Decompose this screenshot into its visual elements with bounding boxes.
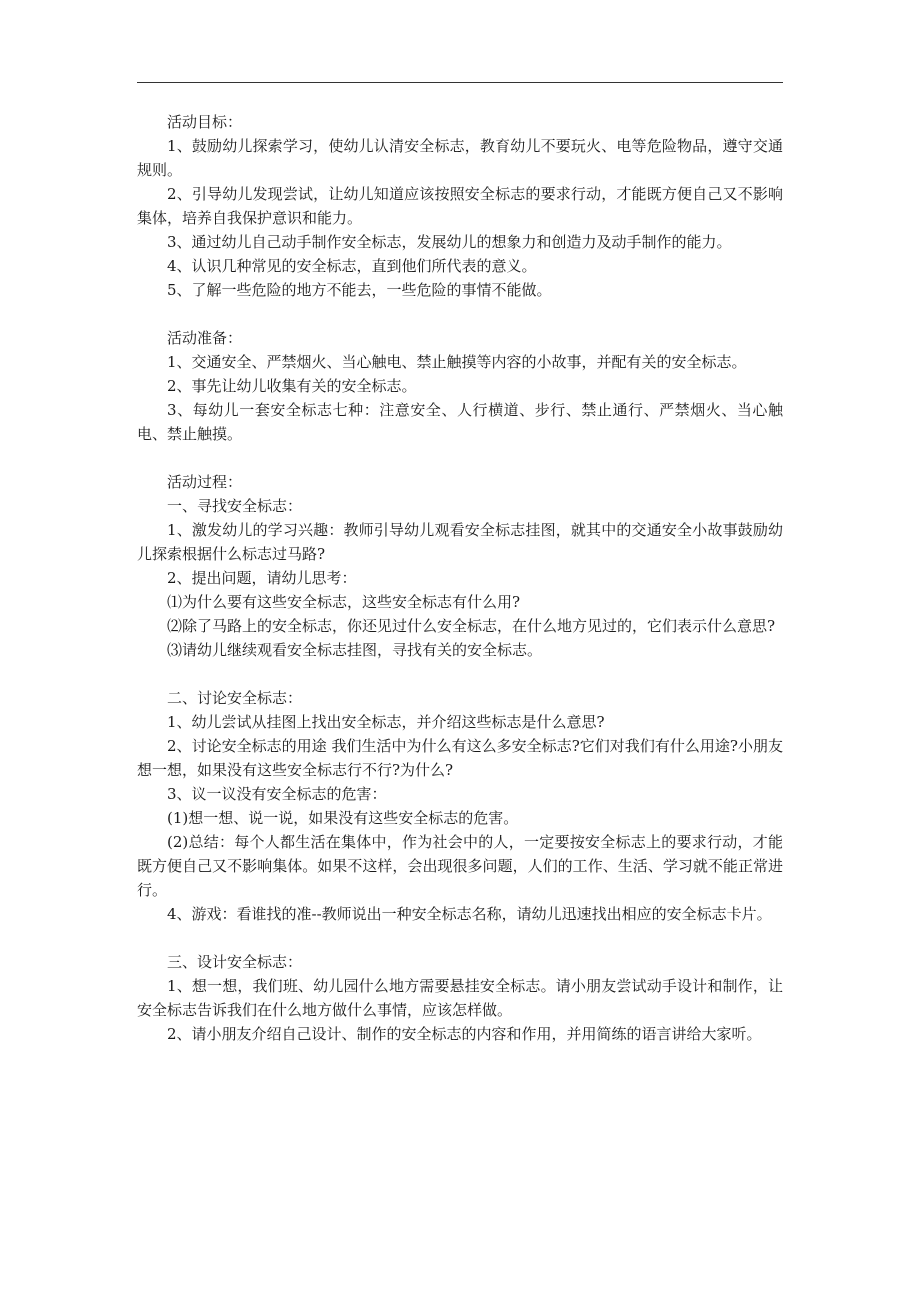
- paragraph: 2、提出问题，请幼儿思考：: [167, 569, 357, 587]
- paragraph: ⑶请幼儿继续观看安全标志挂图，寻找有关的安全标志。: [167, 641, 543, 659]
- paragraph: 3、每幼儿一套安全标志七种：注意安全、人行横道、步行、禁止通行、严禁烟火、当心触电、禁止触摸。: [137, 401, 783, 443]
- paragraph: 3、通过幼儿自己动手制作安全标志，发展幼儿的想象力和创造力及动手制作的能力。: [167, 233, 732, 251]
- section-heading: 二、讨论安全标志：: [167, 689, 303, 707]
- section-heading: 三、设计安全标志：: [167, 953, 303, 971]
- paragraph: 2、引导幼儿发现尝试，让幼儿知道应该按照安全标志的要求行动，才能既方便自己又不影响集体，培养自我保护意识和能力。: [137, 185, 783, 227]
- section-heading: 活动目标：: [167, 113, 243, 131]
- paragraph: 2、请小朋友介绍自己设计、制作的安全标志的内容和作用，并用简练的语言讲给大家听。: [167, 1025, 762, 1043]
- section-process: [137, 470, 783, 662]
- paragraph: 1、想一想，我们班、幼儿园什么地方需要悬挂安全标志。请小朋友尝试动手设计和制作，让安全标志告诉我们在什么地方做什么事情，应该怎样做。: [137, 977, 783, 1019]
- header-rule: [137, 82, 783, 83]
- paragraph: 2、讨论安全标志的用途 我们生活中为什么有这么多安全标志?它们对我们有什么用途?小朋友想一想，如果没有这些安全标志行不行?为什么?: [137, 737, 783, 779]
- paragraph: ⑴为什么要有这些安全标志，这些安全标志有什么用?: [167, 593, 521, 611]
- section-discussion: [137, 686, 783, 926]
- paragraph: 4、游戏：看谁找的准--教师说出一种安全标志名称，请幼儿迅速找出相应的安全标志卡片。: [167, 905, 772, 923]
- paragraph: 一、寻找安全标志：: [167, 497, 303, 515]
- paragraph: 4、认识几种常见的安全标志，直到他们所代表的意义。: [167, 257, 537, 275]
- paragraph: 1、激发幼儿的学习兴趣：教师引导幼儿观看安全标志挂图，就其中的交通安全小故事鼓励幼儿探索根据什么标志过马路?: [137, 521, 783, 563]
- section-preparation: [137, 326, 783, 446]
- paragraph: 3、议一议没有安全标志的危害：: [167, 785, 387, 803]
- paragraph: 1、幼儿尝试从挂图上找出安全标志，并介绍这些标志是什么意思?: [167, 713, 605, 731]
- section-design: [137, 950, 783, 1046]
- section-goals: [137, 110, 783, 302]
- paragraph: 5、了解一些危险的地方不能去，一些危险的事情不能做。: [167, 281, 552, 299]
- section-heading: 活动准备：: [167, 329, 243, 347]
- section-heading: 活动过程：: [167, 473, 243, 491]
- paragraph: (2)总结：每个人都生活在集体中，作为社会中的人，一定要按安全标志上的要求行动，才能既方便自己又不影响集体。如果不这样，会出现很多问题，人们的工作、生活、学习就不能正常进行。: [137, 833, 783, 899]
- paragraph: ⑵除了马路上的安全标志，你还见过什么安全标志，在什么地方见过的，它们表示什么意思?: [167, 617, 776, 635]
- paragraph: 2、事先让幼儿收集有关的安全标志。: [167, 377, 417, 395]
- document-body: [137, 110, 783, 1070]
- paragraph: (1)想一想、说一说，如果没有这些安全标志的危害。: [167, 809, 519, 827]
- paragraph: 1、交通安全、严禁烟火、当心触电、禁止触摸等内容的小故事，并配有关的安全标志。: [167, 353, 747, 371]
- paragraph: 1、鼓励幼儿探索学习，使幼儿认清安全标志，教育幼儿不要玩火、电等危险物品，遵守交通规则。: [137, 137, 783, 179]
